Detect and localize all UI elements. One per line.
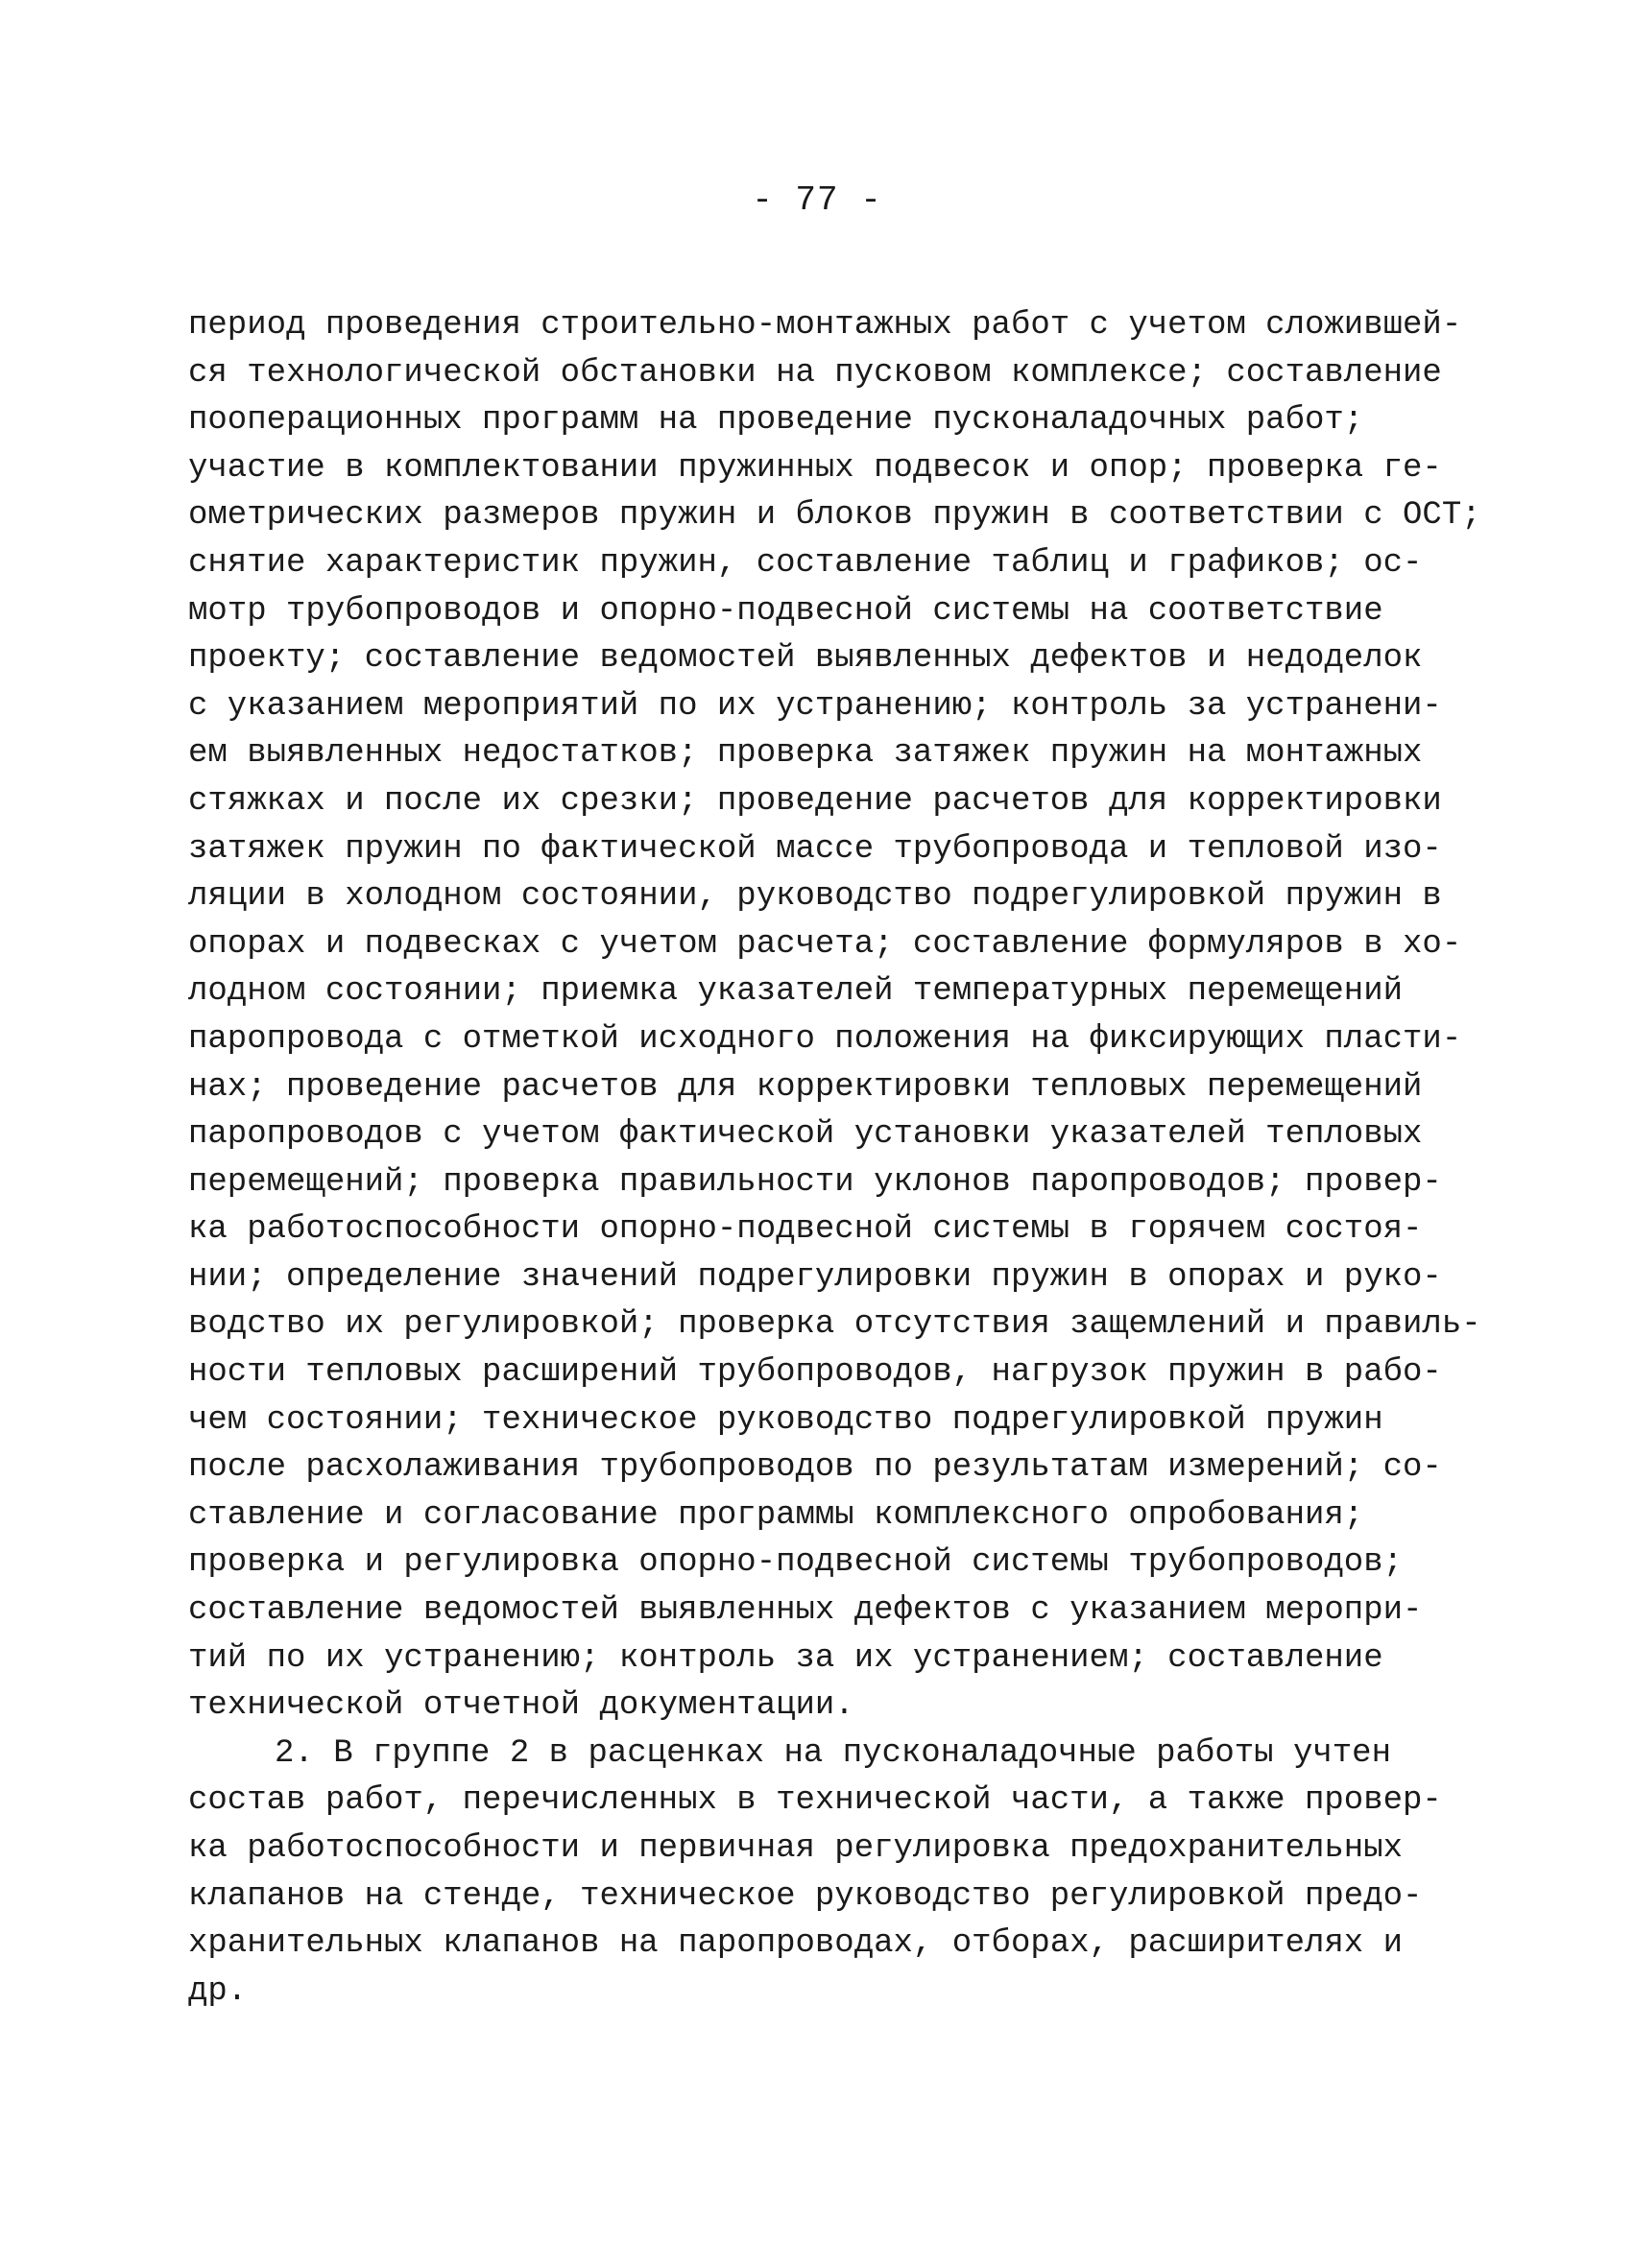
text-line: составление ведомостей выявленных дефектов с указанием меропри- <box>188 1592 1423 1630</box>
text-line: ка работоспособности опорно-подвесной системы в горячем состоя- <box>188 1211 1423 1249</box>
text-line: состав работ, перечисленных в технической части, а также провер- <box>188 1782 1442 1820</box>
text-line: ка работоспособности и первичная регулировка предохранительных <box>188 1830 1404 1867</box>
text-line: перемещений; проверка правильности уклонов паропроводов; провер- <box>188 1163 1442 1201</box>
text-line: клапанов на стенде, техническое руководство регулировкой предо- <box>188 1877 1423 1915</box>
paragraph-2 <box>188 1731 1503 2017</box>
text-line: хранительных клапанов на паропроводах, отборах, расширителях и <box>188 1925 1404 1963</box>
text-line: паропровода с отметкой исходного положения на фиксирующих пласти- <box>188 1020 1462 1058</box>
text-line: чем состоянии; техническое руководство подрегулировкой пружин <box>188 1401 1383 1439</box>
text-line: 2. В группе 2 в расценках на пусконаладочные работы учтен <box>275 1734 1391 1772</box>
text-line: затяжек пружин по фактической массе трубопровода и тепловой изо- <box>188 830 1442 868</box>
text-line: после расхолаживания трубопроводов по результатам измерений; со- <box>188 1449 1442 1487</box>
paragraph-1 <box>188 302 1503 1731</box>
text-line: пооперационных программ на проведение пусконаладочных работ; <box>188 402 1364 440</box>
text-line: мотр трубопроводов и опорно-подвесной системы на соответствие <box>188 592 1383 630</box>
text-line: ометрических размеров пружин и блоков пружин в соответствии с ОСТ; <box>188 497 1481 535</box>
text-line: период проведения строительно-монтажных работ с учетом сложившей- <box>188 307 1462 344</box>
text-line: лодном состоянии; приемка указателей температурных перемещений <box>188 973 1404 1011</box>
text-line: проверка и регулировка опорно-подвесной системы трубопроводов; <box>188 1544 1404 1582</box>
text-line: ности тепловых расширений трубопроводов, нагрузок пружин в рабо- <box>188 1354 1442 1392</box>
text-line: нии; определение значений подрегулировки пружин в опорах и руко- <box>188 1258 1442 1296</box>
text-line: паропроводов с учетом фактической установки указателей тепловых <box>188 1116 1423 1154</box>
body-text <box>188 302 1503 2016</box>
text-line: технической отчетной документации. <box>188 1687 854 1725</box>
text-line: ся технологической обстановки на пусковом комплексе; составление <box>188 354 1442 392</box>
text-line: проекту; составление ведомостей выявленных дефектов и недоделок <box>188 640 1423 678</box>
text-line: тий по их устранению; контроль за их устранением; составление <box>188 1639 1383 1677</box>
text-line: водство их регулировкой; проверка отсутствия защемлений и правиль- <box>188 1306 1481 1344</box>
text-line: опорах и подвесках с учетом расчета; составление формуляров в хо- <box>188 925 1462 963</box>
text-line: с указанием мероприятий по их устранению; контроль за устранени- <box>188 687 1442 725</box>
text-line: ставление и согласование программы комплексного опробования; <box>188 1496 1364 1534</box>
text-line: ляции в холодном состоянии, руководство подрегулировкой пружин в <box>188 878 1442 916</box>
text-line: нах; проведение расчетов для корректировки тепловых перемещений <box>188 1068 1423 1106</box>
text-line: стяжках и после их срезки; проведение расчетов для корректировки <box>188 782 1442 820</box>
text-line: ем выявленных недостатков; проверка затяжек пружин на монтажных <box>188 735 1423 773</box>
page-number: - 77 - <box>752 180 882 220</box>
text-line: др. <box>188 1972 248 2010</box>
text-line: снятие характеристик пружин, составление таблиц и графиков; ос- <box>188 544 1423 582</box>
text-line: участие в комплектовании пружинных подвесок и опор; проверка ге- <box>188 449 1442 487</box>
